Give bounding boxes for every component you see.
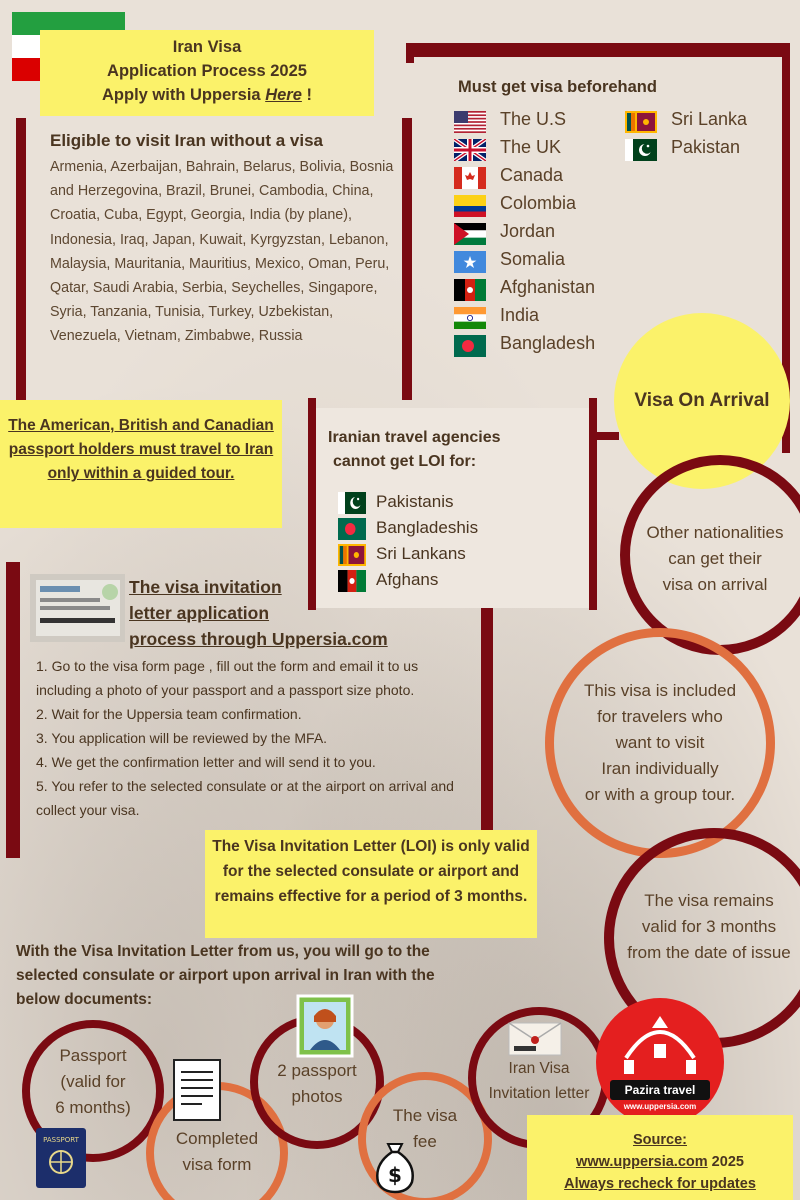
invitation-title-line1: The visa invitation (129, 577, 282, 597)
step-item: 3. You application will be reviewed by the MFA. (36, 730, 328, 746)
eligible-title: Eligible to visit Iran without a visa (50, 131, 323, 150)
invitation-title-line2: letter application (129, 603, 270, 623)
loi-note-text: The Visa Invitation Letter (LOI) is only valid for the selected consulate or airport and remains effective for a period of 3 months. (212, 838, 530, 905)
source-label (527, 1129, 793, 1151)
step-item: 1. Go to the visa form page , fill out the form and email it to us including a photo of your passport and a passport size photo. (36, 658, 419, 698)
source-year: 2025 (707, 1154, 744, 1170)
middle-bar (481, 608, 493, 830)
must-visa-title: Must get visa beforehand (458, 78, 657, 96)
us-flag-icon (454, 111, 486, 133)
other-line: can get their (668, 549, 762, 568)
invite-left-bar (6, 562, 20, 858)
sri-lanka-flag-icon (625, 111, 657, 133)
header-line2: Application Process 2025 (107, 62, 307, 80)
agencies-title-line1: Iranian travel agencies (328, 429, 501, 446)
country-name: The UK (500, 137, 562, 157)
invitation-title-line3: process through Uppersia.com (129, 629, 388, 649)
remains-line: from the date of issue (627, 943, 791, 962)
fee-line: The visa (392, 1106, 458, 1125)
source-box (527, 1115, 793, 1200)
jordan-flag-icon (454, 223, 486, 245)
agency-name: Pakistanis (376, 492, 454, 511)
included-line: This visa is included (583, 681, 737, 700)
eligible-left-bar (16, 118, 26, 400)
afghanistan-flag-icon (454, 279, 486, 301)
visa-remains-text (618, 888, 800, 966)
letter-text (470, 1056, 608, 1106)
agencies-title (328, 426, 501, 474)
source-link[interactable]: www.uppersia.com (576, 1154, 708, 1170)
visa-form-icon (172, 1058, 222, 1122)
other-line: visa on arrival (662, 575, 768, 594)
passport-photo-icon (296, 994, 354, 1058)
apply-here-link[interactable]: Here (265, 86, 302, 104)
form-text (154, 1126, 280, 1178)
remains-line: The visa remains (644, 891, 774, 910)
country-name: India (500, 305, 540, 325)
recheck-text: Always recheck for updates (564, 1176, 756, 1192)
fee-line: fee (413, 1132, 437, 1151)
svg-text:PASSPORT: PASSPORT (43, 1136, 79, 1144)
with-letter-text: With the Visa Invitation Letter from us, you will go to the selected consulate or airport upon arrival in Iran with the below documents: (16, 943, 435, 1008)
passport-icon (34, 1126, 88, 1190)
step-item: 4. We get the confirmation letter and will send it to you. (36, 754, 376, 770)
invitation-steps (36, 654, 456, 822)
agency-name: Sri Lankans (376, 544, 466, 563)
money-bag-icon (372, 1140, 418, 1194)
country-name: Sri Lanka (671, 109, 748, 129)
eligible-section (50, 131, 400, 349)
source-line3 (527, 1173, 793, 1195)
somalia-flag-icon (454, 251, 486, 273)
included-line: Iran individually (601, 759, 719, 778)
sri-lanka-flag-icon (338, 544, 366, 566)
header-apply-text: Apply with Uppersia (102, 86, 266, 104)
colombia-flag-icon (454, 195, 486, 217)
pazira-brand: Pazira travel (610, 1080, 710, 1100)
invitation-title (129, 574, 388, 652)
country-name: Jordan (500, 221, 556, 241)
pazira-url: www.uppersia.com (623, 1102, 697, 1111)
pazira-logo (596, 998, 724, 1126)
india-flag-icon (454, 307, 486, 329)
form-line: visa form (182, 1155, 252, 1174)
country-name: Colombia (500, 193, 577, 213)
passport-line: Passport (59, 1046, 127, 1065)
american-note-box (0, 400, 282, 528)
eligible-right-bar (402, 118, 412, 400)
agencies-title-line2: cannot get LOI for: (333, 453, 477, 470)
agencies-right-bar (589, 398, 597, 610)
other-nationalities-text (630, 520, 800, 598)
letter-line: Invitation letter (488, 1085, 590, 1102)
country-name: Bangladesh (500, 333, 596, 353)
loi-note-box (205, 830, 537, 938)
american-note-text: The American, British and Canadian passport holders must travel to Iran only within a guided tour. (8, 417, 274, 482)
photos-line: photos (291, 1087, 343, 1106)
eligible-countries: Armenia, Azerbaijan, Bahrain, Belarus, Bolivia, Bosnia and Herzegovina, Brazil, Brunei, Cambodia, China, Croatia, Cuba, Egypt, Georgia, India (by plane), Indonesia, Iraq, Japan, Kuwait, Kyrgyzstan, Lebanon, Malaysia, Mauritania, Mauritius, Mexico, Oman, Peru, Qatar, Saudi Arabia, Serbia, Seychelles, Singapore, Syria, Tanzania, Tunisia, Turkey, Uzbekistan, Venezuela, Vietnam, Zimbabwe, Russia (50, 159, 394, 345)
country-name: Pakistan (671, 137, 741, 157)
pakistan-flag-icon (625, 139, 657, 161)
step-item: 2. Wait for the Uppersia team confirmation. (36, 706, 302, 722)
header-line3 (40, 83, 374, 107)
envelope-icon (508, 1022, 562, 1056)
included-line: or with a group tour. (584, 785, 736, 804)
letter-line: Iran Visa (508, 1060, 570, 1077)
uk-flag-icon (454, 139, 486, 161)
header-exclaim: ! (301, 86, 312, 104)
included-line: want to visit (615, 733, 705, 752)
source-line1: Source: (633, 1132, 687, 1148)
bangladesh-flag-icon (454, 335, 486, 357)
header-title-box (40, 30, 374, 116)
passport-text (30, 1043, 156, 1121)
other-line: Other nationalities (646, 523, 784, 542)
canada-flag-icon (454, 167, 486, 189)
passport-line: 6 months) (55, 1098, 131, 1117)
agencies-connector (589, 432, 619, 440)
agency-name: Bangladeshis (376, 518, 479, 537)
step-item: 5. You refer to the selected consulate or at the airport on arrival and collect your visa. (36, 778, 454, 818)
remains-line: valid for 3 months (641, 917, 777, 936)
form-line: Completed (175, 1129, 259, 1148)
country-name: The U.S (500, 109, 567, 129)
country-name: Canada (500, 165, 564, 185)
header-line1: Iran Visa (172, 38, 242, 56)
svg-text:$: $ (388, 1163, 402, 1187)
photos-line: 2 passport (277, 1061, 357, 1080)
photos-text (258, 1058, 376, 1110)
source-line2 (527, 1151, 793, 1173)
included-line: for travelers who (597, 707, 723, 726)
visa-included-text (555, 678, 765, 808)
visa-on-arrival-label: Visa On Arrival (634, 390, 770, 411)
country-name: Somalia (500, 249, 566, 269)
invitation-letter-photo (30, 574, 125, 642)
pakistan-flag-icon (338, 492, 366, 514)
country-name: Afghanistan (500, 277, 596, 297)
right-bar-top (406, 43, 414, 63)
agency-name: Afghans (376, 570, 439, 589)
bangladesh-flag-icon (338, 518, 366, 540)
passport-line: (valid for (60, 1072, 126, 1091)
top-right-bar (406, 43, 790, 57)
